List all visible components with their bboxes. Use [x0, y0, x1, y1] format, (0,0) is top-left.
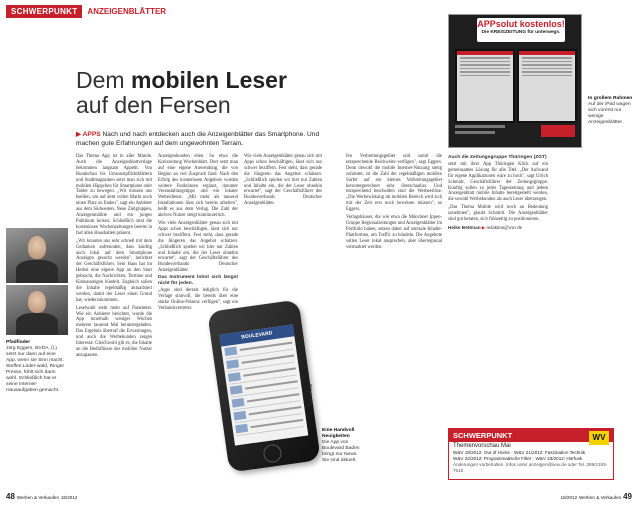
- ad-logo: [541, 125, 575, 137]
- article-column-4: [448, 154, 548, 422]
- preview-logo: WV: [589, 431, 609, 445]
- byline-name: Heike Bettman: [448, 224, 481, 230]
- photo-caption: [6, 340, 66, 394]
- preview-kicker: SCHWERPUNKT: [449, 429, 613, 442]
- headline: [76, 68, 306, 118]
- phone-caption-title: Eine Handvoll Neuigkeiten: [322, 428, 355, 439]
- smartphone-image: [207, 299, 321, 472]
- portrait-photo-eggers: [6, 228, 68, 283]
- portrait-photo-luederwald: [6, 285, 68, 335]
- lead-marker: APPS: [82, 131, 101, 138]
- footer-left: [6, 492, 77, 501]
- tablet-screen-left: [455, 49, 515, 123]
- column-3-paragraph-1: fen Verbreitungsgebiet und somit die entsprechende Reichweite verfügen", sagt Eggers. Denn obwohl die mobile Internet-Nutzung stetig zunimmt, ist die Zahl der regelmäßigen mobilen Surfer auf ein kleines Verbreitungsgebiet heruntergerechnet sehr überschaubar. Und entsprechend bescheiden sind die Werbeerlöse. „Die Werbewirkung im mobilen Bereich wird sich mit der Zeit erst noch beweisen müssen", so Eggers.: [346, 154, 442, 213]
- headline-part-1: Dem: [76, 67, 131, 93]
- photo-caption-title: Pfadfinder: [6, 340, 31, 345]
- headline-part-2: auf den Fersen: [76, 92, 231, 118]
- ad-image: [448, 14, 582, 148]
- byline-arrow-icon: ▶: [481, 225, 487, 231]
- section-kicker: SCHWERPUNKT: [6, 5, 82, 18]
- footer-left-issue: 18/2012: [60, 495, 78, 500]
- tablet-screen-right: [517, 49, 577, 123]
- column-2-subheading: Das Instrument lohnt sich längst nicht für jeden.: [158, 275, 238, 287]
- column-2-paragraph-2: Wie viele Anzeigenblätter genau sich mit Apps schon beschäftigen, lässt sich nur schwer beziffern. Fest steht, dass gerade die Jüngeren das Angebot schätzen. „Schließlich spielen wir hier nur Zahlen und Inhalte ein, die der Leser ohnehin erwartet", sagt der Geschäftsführer des Bundesverbands Deutscher Anzeigenblätter.: [158, 220, 238, 274]
- column-2-paragraph-1: Anzeigenkunden eben. So etwa die Kreiszeitung Wochenblatt. Dort setzt man auf eine eigene Anwendung, die von Beginn an viel Zuspruch fand. Nach den Erfolg des kostenlosen Angebots wurden weitere Funktionen ergänzt, darunter Veranstaltungstipps und ein lokaler Wetterdienst. „Mit mehr als tausend Installationen lässt sich bereits arbeiten", heißt es aus dem Verlag. Die Zahl der aktiven Nutzer steigt kontinuierlich.: [158, 154, 238, 219]
- footer-right-page: 49: [623, 492, 632, 501]
- article-column-2b: [244, 154, 322, 294]
- lead-text: Nach und nach entdecken auch die Anzeigenblätter das Smartphone. Und machen gute Erfahrungen auf dem ungewohnten Terrain.: [76, 131, 320, 147]
- section-name: ANZEIGENBLÄTTER: [87, 6, 167, 16]
- footer-right-issue: 18/2012: [560, 495, 578, 500]
- theme-preview-box: [448, 428, 614, 480]
- column-4-subheading: Auch die Zeitungsgruppe Thüringen (ZGT): [448, 155, 547, 160]
- lead-arrow-icon: ▶: [76, 131, 83, 138]
- smartphone-screen: [219, 324, 308, 445]
- byline-contact: redaktion@wuv.de: [486, 225, 522, 231]
- footer-left-pub: Werben & Verkaufen: [16, 495, 60, 500]
- phone-caption-text: Die App von Boulevard Baden bringt nur News. Sie sind aktuell.: [322, 440, 360, 463]
- column-1-paragraph-2: „Wir konnten uns sehr schnell mit dem Gedanken anfreunden, dass künftig auch lokal auf dem Smartphone Anzeigen gesucht werden", berichtet der Geschäftsführer. Sein Haus hat im Herbst eine eigene App an den Start gebracht, die Nachrichten, Termine und Kleinanzeigen bündelt. Zugleich sollen die Inhalte regelmäßig aktualisiert werden, damit der Leser einen Grund hat, wiederzukommen.: [76, 238, 152, 303]
- home-button-icon: [262, 443, 282, 463]
- section-header: [6, 4, 166, 18]
- ad-title: APPsolut kostenlos!: [477, 19, 565, 29]
- footer-left-page: 48: [6, 492, 15, 501]
- article-column-2: [158, 154, 238, 311]
- preview-line-1: W&V 19/2012: Out of Home · W&V 21/2012: Faszination Technik: [453, 450, 586, 455]
- ad-caption-title: In großem Rahmen: [588, 96, 633, 101]
- ad-caption: [588, 96, 636, 126]
- column-1-paragraph-3: Leserwahl steht mehr auf Parameter. Wie ein Anbieter berichtet, wurde die App innerhalb weniger Wochen mehrere tausend Mal heruntergeladen. Das Ergebnis übertraf die Erwartungen, und auch die Werbekunden zeigen Interesse. Gleichwohl gilt es, die Inhalte an die Bedürfnisse der mobilen Nutzer anzupassen.: [76, 305, 152, 358]
- preview-line-3: Änderungen vorbehalten. Infos unter anzeigen@wuv.de oder Tel. 089/2183-7516: [453, 462, 608, 473]
- article-column-1: [76, 154, 152, 478]
- footer-right-pub: Werben & Verkaufen: [578, 495, 622, 500]
- ad-caption-text: Auf der iPad wagen sich vorerst nur wenige Anzeigenblätter.: [588, 102, 631, 125]
- ad-headline-box: [477, 18, 565, 42]
- preview-title: Themenvorschau Mai: [453, 443, 511, 449]
- column-1-paragraph-1: Das Thema App ist in aller Munde. Auch die Anzeigenblattverlage bekommen langsam Appetit. Von Rundschau bis Umsonstpflichtblättern und Stadtmagazinen setzt man sich mit mobilen Häppchen für Smartphone oder Tablet zu bewegen. „Wir müssen uns beeilen, um auf dem vollen Markt noch einen Platz zu finden", sagt ein Anbieter aus dem Südwesten. Neue Zielgruppen, Anzeigenmärkte und ein junges Publikum locken. Schließlich sind die kostenlosen Wochenzeitungen bereits in fast allen Haushalten präsent.: [76, 154, 152, 236]
- photo-credit: Fotos: Privat: [309, 384, 313, 406]
- column-3-paragraph-2: Verlagshäuser, die wie etwa die Münchner Ippen-Gruppe Regionalzeitungen und Anzeigenblätter im Portfolio haben, setzen daher auf zentrale Inhalte-Plattformen, um Traffic zu bündeln. Die Angebote sollen Leser lokal ansprechen, aber überregional vermarktet werden.: [346, 215, 442, 250]
- column-4-paragraph-2: „Das Thema Mobile wird noch an Bedeutung zunehmen", glaubt Schmidt. Die Anzeigenblätter sind gut beraten, sich frühzeitig zu positionieren.: [448, 205, 548, 223]
- preview-line-2: W&V 22/2012: Programmatische Filter · W&V 23/2012: Hörfunk: [453, 456, 583, 461]
- ad-subtitle: Die KREISZEITUNG für unterwegs.: [481, 30, 561, 35]
- column-4-paragraph-1: setzt mit ihrer App Thüringen Klick auf ein gemeinsames Lösung für alle Titel. „Der Aufwand für eigene Applikationen wäre zu hoch", sagt Ulrich Schmidt, Geschäftsführer der Zeitungsgruppe. Künftig sollen zu jeder Tageszeitung und jedem Anzeigenblatt mobile Inhalte bereitgestellt werden, die sowohl Werbekunden als auch Leser überzeugen.: [448, 161, 548, 203]
- phone-caption: [322, 428, 364, 464]
- photo-caption-text: Jörg Eggers, BVDA, (l.) setzt nur dann auf eine App, wenn sie Sinn macht. Steffen Lüder-wald, Ringer Presse, fühlt sich darin wohl. Schließlich hat er seine Internet-Hausaufgaben gemacht.: [6, 346, 65, 393]
- article-column-3: [346, 154, 442, 374]
- column-2b-paragraph-1: Wie viele Anzeigenblätter genau sich mit Apps schon beschäftigen, lässt sich nur schwer beziffern. Fest steht, dass gerade die Jüngeren das Angebot schätzen. „Schließlich spielen wir hier nur Zahlen und Inhalte ein, die der Leser ohnehin erwartet", sagt der Geschäftsführer des Bundesverbands Deutscher Anzeigenblätter.: [244, 154, 322, 207]
- headline-bold: mobilen Leser: [130, 67, 287, 93]
- lead-paragraph: [76, 131, 334, 148]
- app-title: BOULEVARD: [219, 324, 294, 346]
- column-2-paragraph-3: „Apps sind derzeit lediglich für die Verlage sinnvoll, die bereits über eine starke Online-Präsenz verfügen", sagt ein Verbandsvertreter.: [158, 287, 238, 311]
- footer-right: [561, 492, 632, 501]
